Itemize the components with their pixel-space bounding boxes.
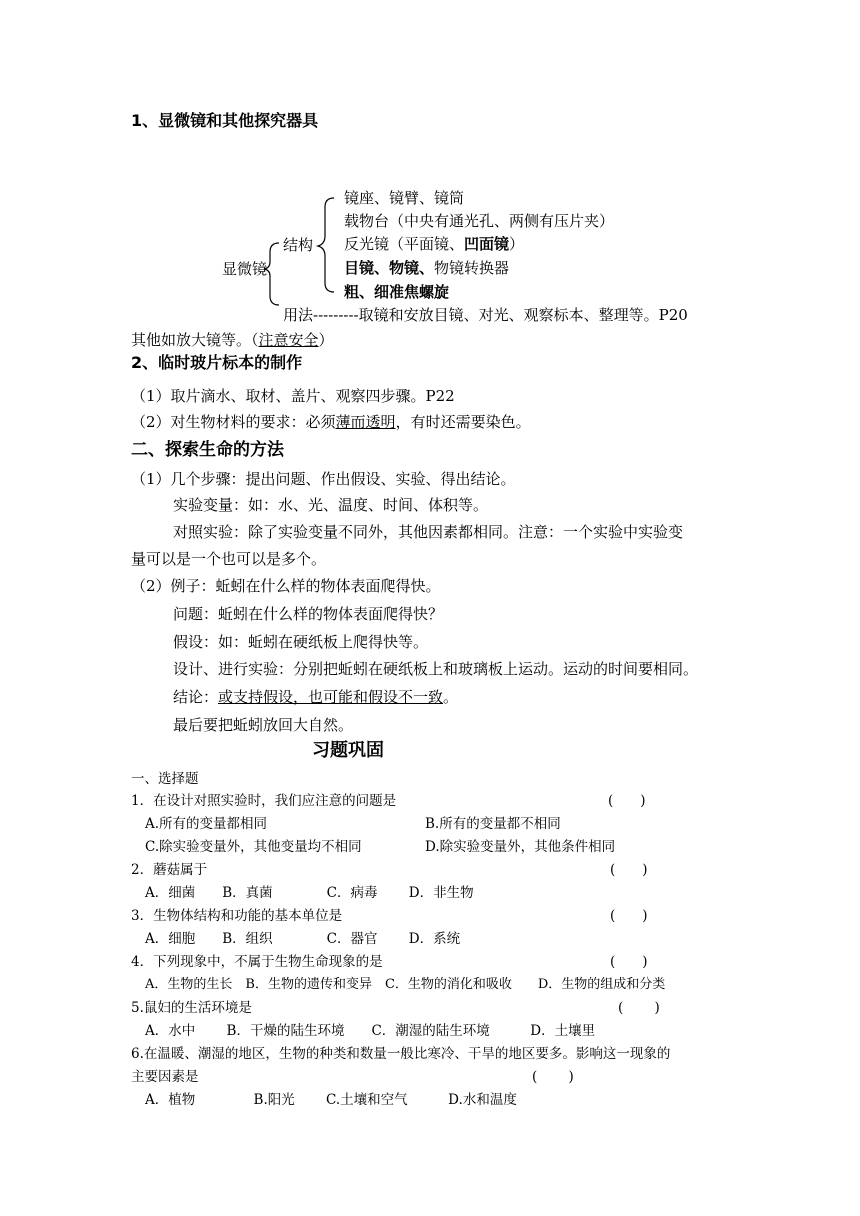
question-1-option-a: A.所有的变量都相同 bbox=[145, 816, 268, 832]
question-3-options: A．细胞 B．组织 C．器官 D．系统 bbox=[145, 931, 461, 947]
slide-step-2 bbox=[131, 411, 531, 433]
question-4: 4．下列现象中，不属于生物生命现象的是 bbox=[131, 954, 383, 970]
question-1: 1．在设计对照实验时，我们应注意的问题是 bbox=[131, 793, 397, 809]
slide-step-2-pre: （2）对生物材料的要求：必须 bbox=[131, 413, 336, 431]
structure-item-lenses bbox=[344, 257, 509, 279]
question-6-line-2: 主要因素是 bbox=[131, 1069, 199, 1085]
structure-item-mirror bbox=[344, 233, 524, 255]
experiment-variable: 实验变量：如：水、光、温度、时间、体积等。 bbox=[173, 496, 489, 514]
question-6-options: A．植物 B.阳光 C.土壤和空气 D.水和温度 bbox=[145, 1092, 517, 1108]
usage-line: 用法---------取镜和安放目镜、对光、观察标本、整理等。P20 bbox=[283, 306, 688, 324]
question-5-options: A．水中 B．干燥的陆生环境 C．潮湿的陆生环境 D．土壤里 bbox=[145, 1023, 596, 1039]
lenses-text: 物镜转换器 bbox=[434, 259, 510, 277]
example-line: （2）例子：蚯蚓在什么样的物体表面爬得快。 bbox=[131, 577, 441, 595]
other-close: ） bbox=[318, 331, 334, 349]
question-2: 2．蘑菇属于 bbox=[131, 862, 208, 878]
question-1-option-c: C.除实验变量外，其他变量均不相同 bbox=[145, 839, 362, 855]
question-2-answer-blank: ( ) bbox=[610, 862, 648, 878]
example-question: 问题：蚯蚓在什么样的物体表面爬得快？ bbox=[173, 605, 444, 623]
question-5: 5.鼠妇的生活环境是 bbox=[131, 1000, 252, 1016]
question-1-option-d: D.除实验变量外，其他条件相同 bbox=[425, 839, 616, 855]
structure-item-focus: 粗、细准焦螺旋 bbox=[344, 283, 450, 301]
mirror-close: ） bbox=[509, 235, 525, 253]
conclusion-underline: 或支持假设，也可能和假设不一致 bbox=[218, 688, 444, 706]
section-heading-methods: 二、探索生命的方法 bbox=[131, 440, 284, 460]
question-3: 3．生物体结构和功能的基本单位是 bbox=[131, 908, 343, 924]
question-6-answer-blank: ( ) bbox=[532, 1069, 574, 1085]
question-1-option-b: B.所有的变量都不相同 bbox=[425, 816, 561, 832]
method-steps: （1）几个步骤：提出问题、作出假设、实验、得出结论。 bbox=[131, 470, 516, 488]
microscope-label: 显微镜 bbox=[222, 260, 268, 278]
slide-step-2-post: ，有时还需要染色。 bbox=[395, 413, 531, 431]
structure-item-base: 镜座、镜臂、镜筒 bbox=[344, 189, 465, 207]
safety-underline: 注意安全 bbox=[258, 331, 319, 349]
question-2-options: A．细菌 B．真菌 C．病毒 D．非生物 bbox=[145, 885, 474, 901]
question-3-answer-blank: ( ) bbox=[610, 908, 648, 924]
example-hypothesis: 假设：如：蚯蚓在硬纸板上爬得快等。 bbox=[173, 633, 429, 651]
example-conclusion bbox=[173, 686, 458, 708]
control-experiment-1: 对照实验：除了实验变量不同外，其他因素都相同。注意：一个实验中实验变 bbox=[173, 523, 684, 541]
question-6-line-1: 6.在温暖、潮湿的地区，生物的种类和数量一般比寒冷、干旱的地区要多。影响这一现象的 bbox=[131, 1046, 671, 1062]
control-experiment-2: 量可以是一个也可以是多个。 bbox=[131, 550, 327, 568]
mirror-bold: 凹面镜 bbox=[464, 235, 510, 253]
slide-step-1: （1）取片滴水、取材、盖片、观察四步骤。P22 bbox=[131, 387, 455, 405]
other-tools bbox=[131, 329, 334, 351]
mirror-text: 反光镜（平面镜、 bbox=[344, 235, 465, 253]
structure-label: 结构 bbox=[283, 236, 314, 254]
exercise-title: 习题巩固 bbox=[312, 740, 384, 761]
inner-brace bbox=[318, 198, 334, 292]
thin-transparent-underline: 薄而透明 bbox=[335, 413, 396, 431]
conclusion-pre: 结论： bbox=[173, 688, 219, 706]
question-5-answer-blank: ( ) bbox=[618, 1000, 660, 1016]
example-design: 设计、进行实验：分别把蚯蚓在硬纸板上和玻璃板上运动。运动的时间要相同。 bbox=[173, 660, 699, 678]
section-heading-slide: 2、临时玻片标本的制作 bbox=[131, 353, 303, 372]
lenses-bold: 目镜、物镜、 bbox=[344, 259, 435, 277]
structure-item-stage: 载物台（中央有通光孔、两侧有压片夹） bbox=[344, 212, 615, 230]
question-4-answer-blank: ( ) bbox=[610, 954, 648, 970]
section-heading-microscope: 1、显微镜和其他探究器具 bbox=[131, 111, 319, 130]
other-text: 其他如放大镜等。（ bbox=[131, 331, 259, 349]
conclusion-post: 。 bbox=[443, 688, 459, 706]
exercise-section: 一、选择题 bbox=[131, 771, 199, 787]
question-1-answer-blank: ( ) bbox=[608, 793, 646, 809]
question-4-options: A．生物的生长 B．生物的遗传和变异 C．生物的消化和吸收 D．生物的组成和分类 bbox=[145, 977, 666, 992]
release-earthworm: 最后要把蚯蚓放回大自然。 bbox=[173, 716, 354, 734]
